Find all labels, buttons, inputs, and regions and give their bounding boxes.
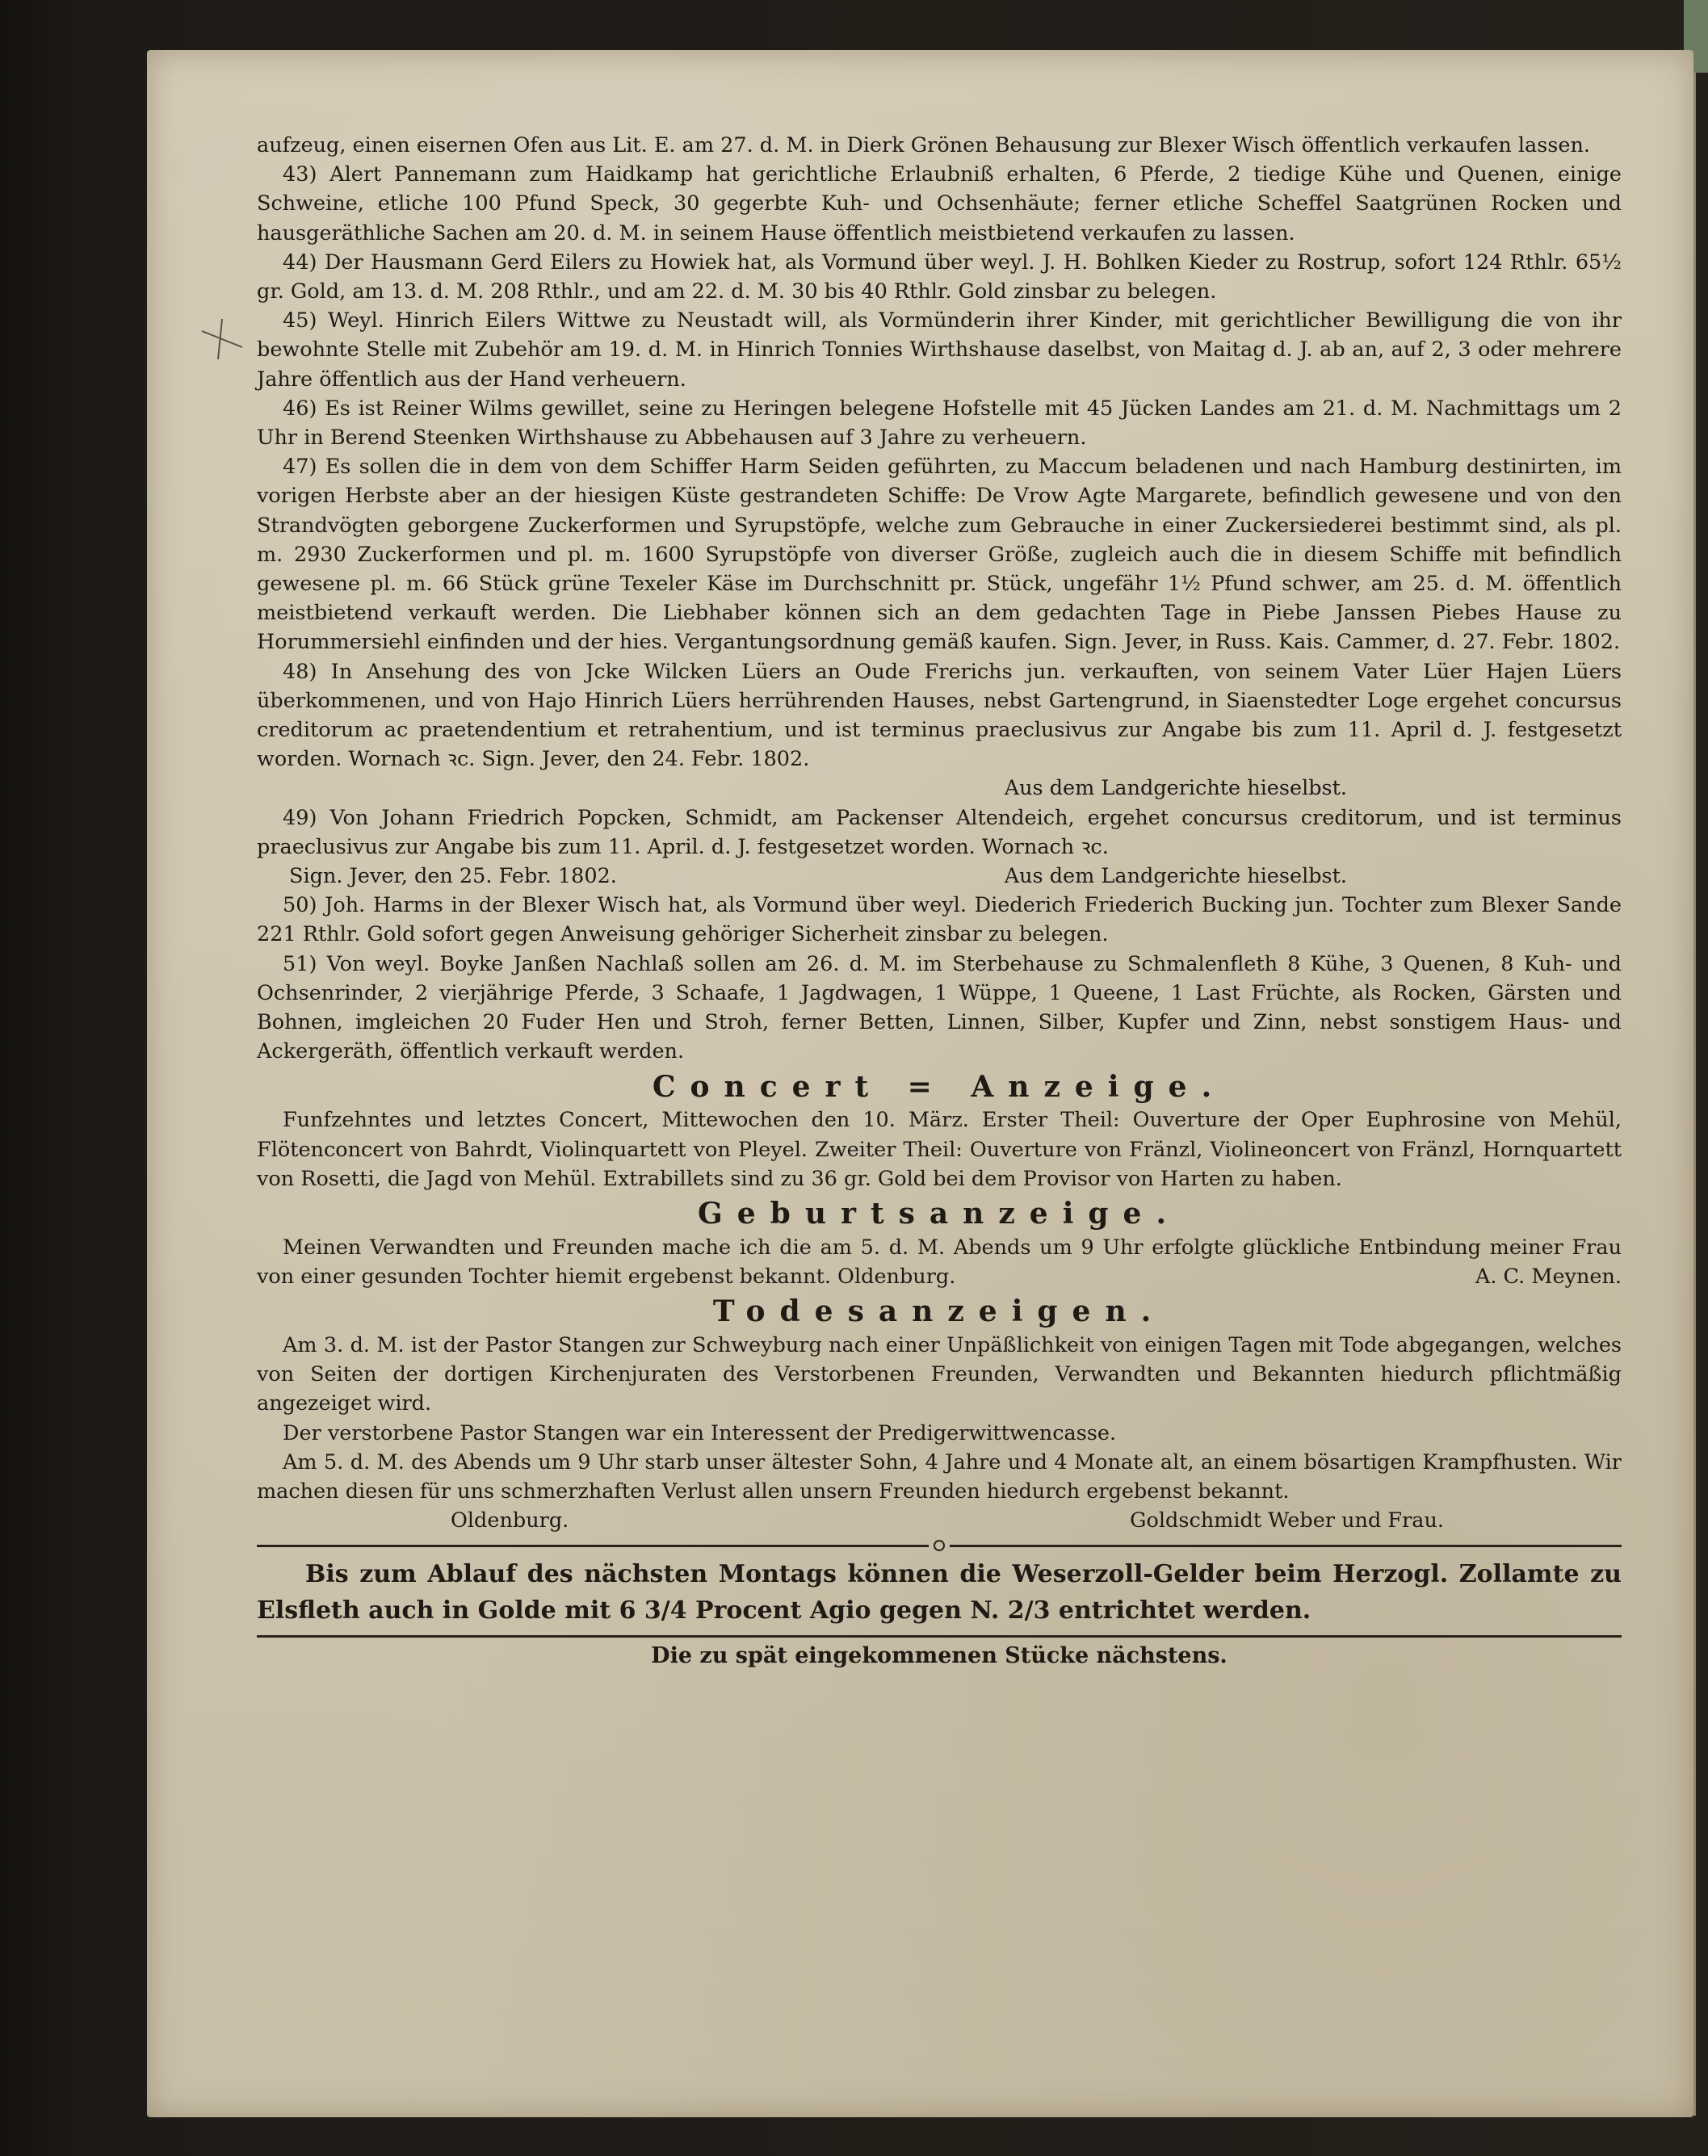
death-heading: Todesanzeigen. xyxy=(712,1294,1166,1329)
death-notice-2: Am 5. d. M. des Abends um 9 Uhr starb unser ältester Sohn, 4 Jahre und 4 Monate alt, an einem bösartigen Krampfhusten. Wir machen diesen für uns schmerzhaften Verlust allen unsern Freunden hiedurch ergebenst bekannt. xyxy=(257,1449,1622,1504)
signature-line-49 xyxy=(257,862,1622,891)
paragraph-45: 45) Weyl. Hinrich Eilers Wittwe zu Neustadt will, als Vormünderin ihrer Kinder, mit gerichtlicher Bewilligung die von ihr bewohnte Stelle mit Zubehör am 19. d. M. in Hinrich Tonnies Wirthshause daselbst, von Maitag d. J. ab an, auf 2, 3 oder mehrere Jahre öffentlich aus der Hand verheuern. xyxy=(257,308,1622,392)
rule-line-right xyxy=(950,1545,1622,1547)
death-signature-line xyxy=(257,1506,1622,1535)
death-notice-1-addendum: Der verstorbene Pastor Stangen war ein Interessent der Predigerwittwencasse. xyxy=(283,1420,1117,1445)
death-signature: Goldschmidt Weber und Frau. xyxy=(1130,1508,1444,1533)
sign-date-49: Sign. Jever, den 25. Febr. 1802. xyxy=(289,864,617,889)
birth-heading: Geburtsanzeige. xyxy=(698,1196,1181,1231)
paragraph-47: 47) Es sollen die in dem von dem Schiffer Harm Seiden geführten, zu Maccum beladenen und nach Hamburg destinirten, im vorigen Herbste aber an der hiesigen Küste gestrandeten Schiffe: De Vrow Agte Margarete, befindlich gewesene und von den Strandvögten geborgene Zuckerformen und Syrupstöpfe, welche zum Gebrauche in einer Zuckersiederei bestimmt sind, als pl. m. 2930 Zuckerformen und pl. m. 1600 Syrupstöpfe von diverser Größe, zugleich auch die in diesem Schiffe mit befindlich gewesene pl. m. 66 Stück grüne Texeler Käse im Durchschnitt pr. Stück, ungefähr 1½ Pfund schwer, am 25. d. M. öffentlich meistbietend verkauft werden. Die Liebhaber können sich an dem gedachten Tage in Piebe Janssen Piebes Hause zu Horummersiehl einfinden und der hies. Vergantungsordnung gemäß kaufen. Sign. Jever, in Russ. Kais. Cammer, d. 27. Febr. 1802. xyxy=(257,455,1622,655)
paragraph-49: 49) Von Johann Friedrich Popcken, Schmidt, am Packenser Altendeich, ergehet concursus creditorum, und ist terminus praeclusivus zur Angabe bis zum 11. April. d. J. festgesetzet worden. Wornach ꝛc. xyxy=(257,805,1622,859)
paragraph-48: 48) In Ansehung des von Jcke Wilcken Lüers an Oude Frerichs jun. verkauften, von seinem Vater Lüer Hajen Lüers überkommenen, und von Hajo Hinrich Lüers herrührenden Hauses, nebst Gartengrund, in Siaenstedter Loge ergehet concursus creditorum ac praetendentium et retrahentium, und ist terminus praeclusivus zur Angabe bis zum 11. April d. J. festgesetzt worden. Wornach ꝛc. Sign. Jever, den 24. Febr. 1802. xyxy=(257,659,1622,772)
birth-signature: A. C. Meynen. xyxy=(1475,1264,1622,1289)
page-text xyxy=(257,131,1622,1672)
paragraph-42-continued: aufzeug, einen eisernen Ofen aus Lit. E. am 27. d. M. in Dierk Grönen Behausung zur Blexer Wisch öffentlich verkaufen lassen. xyxy=(257,133,1591,157)
late-items-note: Die zu spät eingekommenen Stücke nächstens. xyxy=(651,1643,1227,1669)
death-notice-1: Am 3. d. M. ist der Pastor Stangen zur Schweyburg nach einer Unpäßlichkeit von einigen Tagen mit Tode abgegangen, welches von Seiten der dortigen Kirchenjuraten des Verstorbenen Freunden, Verwandten und Bekannten hiedurch pflichtmäßig angezeiget wird. xyxy=(257,1332,1622,1416)
paragraph-46: 46) Es ist Reiner Wilms gewillet, seine zu Heringen belegene Hofstelle mit 45 Jücken Landes am 21. d. M. Nachmittags um 2 Uhr in Berend Steenken Wirthshause zu Abbehausen auf 3 Jahre zu verheuern. xyxy=(257,396,1622,451)
paragraph-43: 43) Alert Pannemann zum Haidkamp hat gerichtliche Erlaubniß erhalten, 6 Pferde, 2 tiedige Kühe und Quenen, einige Schweine, etliche 100 Pfund Speck, 30 gegerbte Kuh- und Ochsenhäute; ferner etliche Scheffel Saatgrünen Rocken und hausgeräthliche Sachen am 20. d. M. in seinem Hause öffentlich meistbietend verkaufen zu lassen. xyxy=(257,162,1622,245)
court-signature-49: Aus dem Landgerichte hieselbst. xyxy=(1004,864,1347,889)
birth-text xyxy=(257,1233,1622,1291)
pencil-cross-mark xyxy=(194,311,250,367)
concert-text: Funfzehntes und letztes Concert, Mittewochen den 10. März. Erster Theil: Ouverture der Oper Euphrosine von Mehül, Flötenconcert von Bahrdt, Violinquartett von Pleyel. Zweiter Theil: Ouverture von Fränzl, Violineoncert von Fränzl, Hornquartett von Rosetti, die Jagd von Mehül. Extrabillets sind zu 36 gr. Gold bei dem Provisor von Harten zu haben. xyxy=(257,1108,1622,1191)
rule-ornament-circle xyxy=(934,1540,945,1551)
paragraph-44: 44) Der Hausmann Gerd Eilers zu Howiek hat, als Vormund über weyl. J. H. Bohlken Kieder zu Rostrup, sofort 124 Rthlr. 65½ gr. Gold, am 13. d. M. 208 Rthlr., und am 22. d. M. 30 bis 40 Rthlr. Gold zinsbar zu belegen. xyxy=(257,250,1622,304)
rule-line-left xyxy=(257,1545,929,1547)
weserzoll-notice: Bis zum Ablauf des nächsten Montags können die Weserzoll-Gelder beim Herzogl. Zollamte zu Elsfleth auch in Golde mit 6 3/4 Procent Agio gegen N. 2/3 entrichtet werden. xyxy=(257,1560,1622,1625)
death-place: Oldenburg. xyxy=(451,1508,569,1533)
birth-announcement: Meinen Verwandten und Freunden mache ich die am 5. d. M. Abends um 9 Uhr erfolgte glückliche Entbindung meiner Frau von einer gesunden Tochter hiemit ergebenst bekannt. Oldenburg. xyxy=(257,1235,1622,1289)
notice-rule xyxy=(257,1635,1622,1638)
ornament-rule xyxy=(257,1537,1622,1554)
concert-heading: Concert = Anzeige. xyxy=(652,1069,1227,1104)
paragraph-50: 50) Joh. Harms in der Blexer Wisch hat, als Vormund über weyl. Diederich Friederich Bucking jun. Tochter zum Blexer Sande 221 Rthlr. Gold sofort gegen Anweisung gehöriger Sicherheit zinsbar zu belegen. xyxy=(257,893,1622,947)
court-signature-48: Aus dem Landgerichte hieselbst. xyxy=(1004,776,1347,801)
paragraph-51: 51) Von weyl. Boyke Janßen Nachlaß sollen am 26. d. M. im Sterbehause zu Schmalenfleth 8 Kühe, 3 Quenen, 8 Kuh- und Ochsenrinder, 2 vierjährige Pferde, 3 Schaafe, 1 Jagdwagen, 1 Wüppe, 1 Queene, 1 Last Früchte, als Rocken, Gärsten und Bohnen, imgleichen 20 Fuder Hen und Stroh, ferner Betten, Linnen, Silber, Kupfer und Zinn, nebst sonstigem Haus- und Ackergeräth, öffentlich verkauft werden. xyxy=(257,951,1622,1064)
